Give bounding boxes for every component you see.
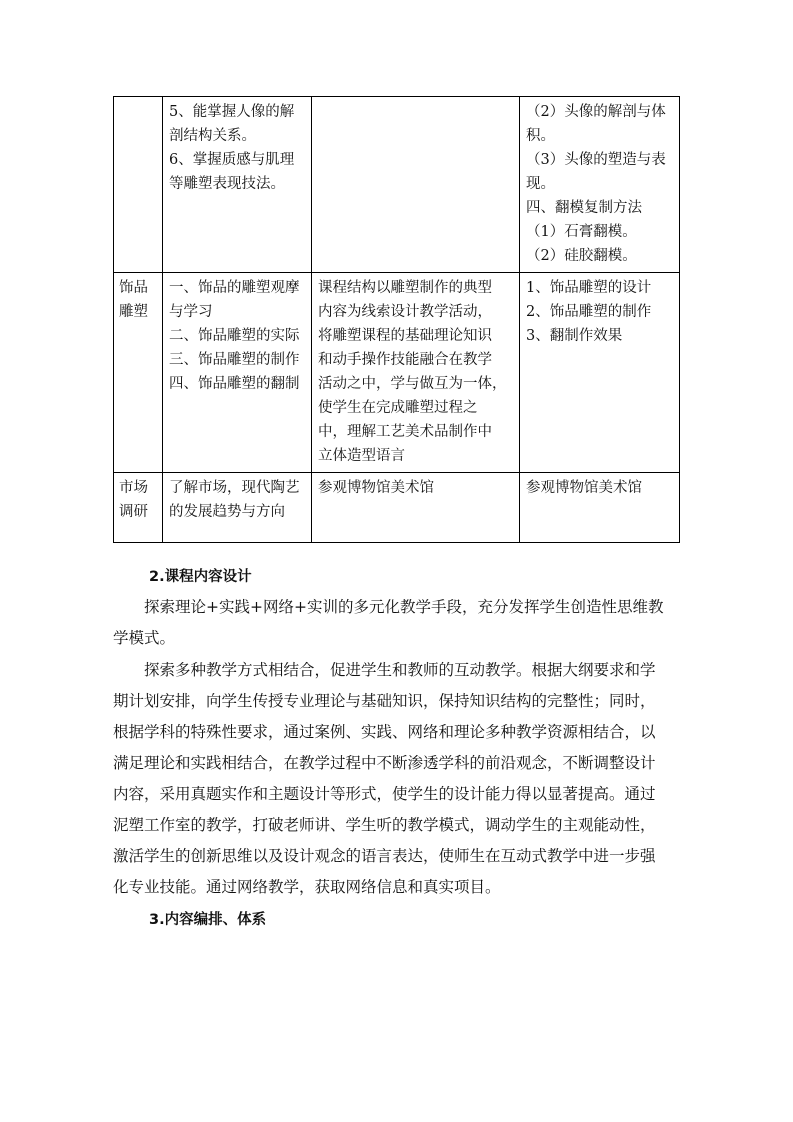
table-cell-method: 参观博物馆美术馆 [312,473,520,543]
section-2-heading: 2.课程内容设计 [149,569,252,585]
table-cell-content: 5、能掌握人像的解 剖结构关系。 6、掌握质感与肌理 等雕塑表现技法。 [163,97,312,273]
table-cell-content: 一、饰品的雕塑观摩 与学习 二、饰品雕塑的实际 三、饰品雕塑的制作 四、饰品雕塑的翻制 [163,273,312,473]
table-cell-category: 饰品 雕塑 [114,273,163,473]
table-cell-detail: （2）头像的解剖与体 积。 （3）头像的塑造与表 现。 四、翻模复制方法 （1）石膏翻模。 （2）硅胶翻模。 [520,97,680,273]
section-2-paragraph-1: 探索理论+实践+网络+实训的多元化教学手段，充分发挥学生创造性思维教 学模式。 [113,598,664,647]
section-2-paragraph-2: 探索多种教学方式相结合，促进学生和教师的互动教学。根据大纲要求和学 期计划安排，向学生传授专业理论与基础知识，保持知识结构的完整性；同时， 根据学科的特殊性要求，通过案例、实践、网络和理论多种教学资源相结合，以 满足理论和实践相结合，在教学过程中不断渗透学科的前沿观念，不断调整设计 内容，采用真题实作和主题设计等形式，使学生的设计能力得以显著提高。通过 泥塑工作室的教学，打破老师讲、学生听的教学模式，调动学生的主观能动性， 激活学生的创新思维以及设计观念的语言表达，使师生在互动式教学中进一步强 化专业技能。通过网络教学，获取网络信息和真实项目。 [113,661,656,896]
table-cell-category [114,97,163,273]
table-cell-method [312,97,520,273]
table-cell-detail: 1、饰品雕塑的设计 2、饰品雕塑的制作 3、翻制作效果 [520,273,680,473]
table-cell-detail: 参观博物馆美术馆 [520,473,680,543]
table-row [114,97,680,273]
table-cell-method: 课程结构以雕塑制作的典型 内容为线索设计教学活动， 将雕塑课程的基础理论知识 和动手操作技能融合在教学 活动之中，学与做互为一体， 使学生在完成雕塑过程之 中，理解工艺美术品制作中 立体造型语言 [312,273,520,473]
table-row [114,273,680,473]
table-cell-category: 市场 调研 [114,473,163,543]
section-3-heading: 3.内容编排、体系 [149,912,267,928]
table-cell-content: 了解市场，现代陶艺 的发展趋势与方向 [163,473,312,543]
table-row [114,473,680,543]
course-table [113,96,680,543]
